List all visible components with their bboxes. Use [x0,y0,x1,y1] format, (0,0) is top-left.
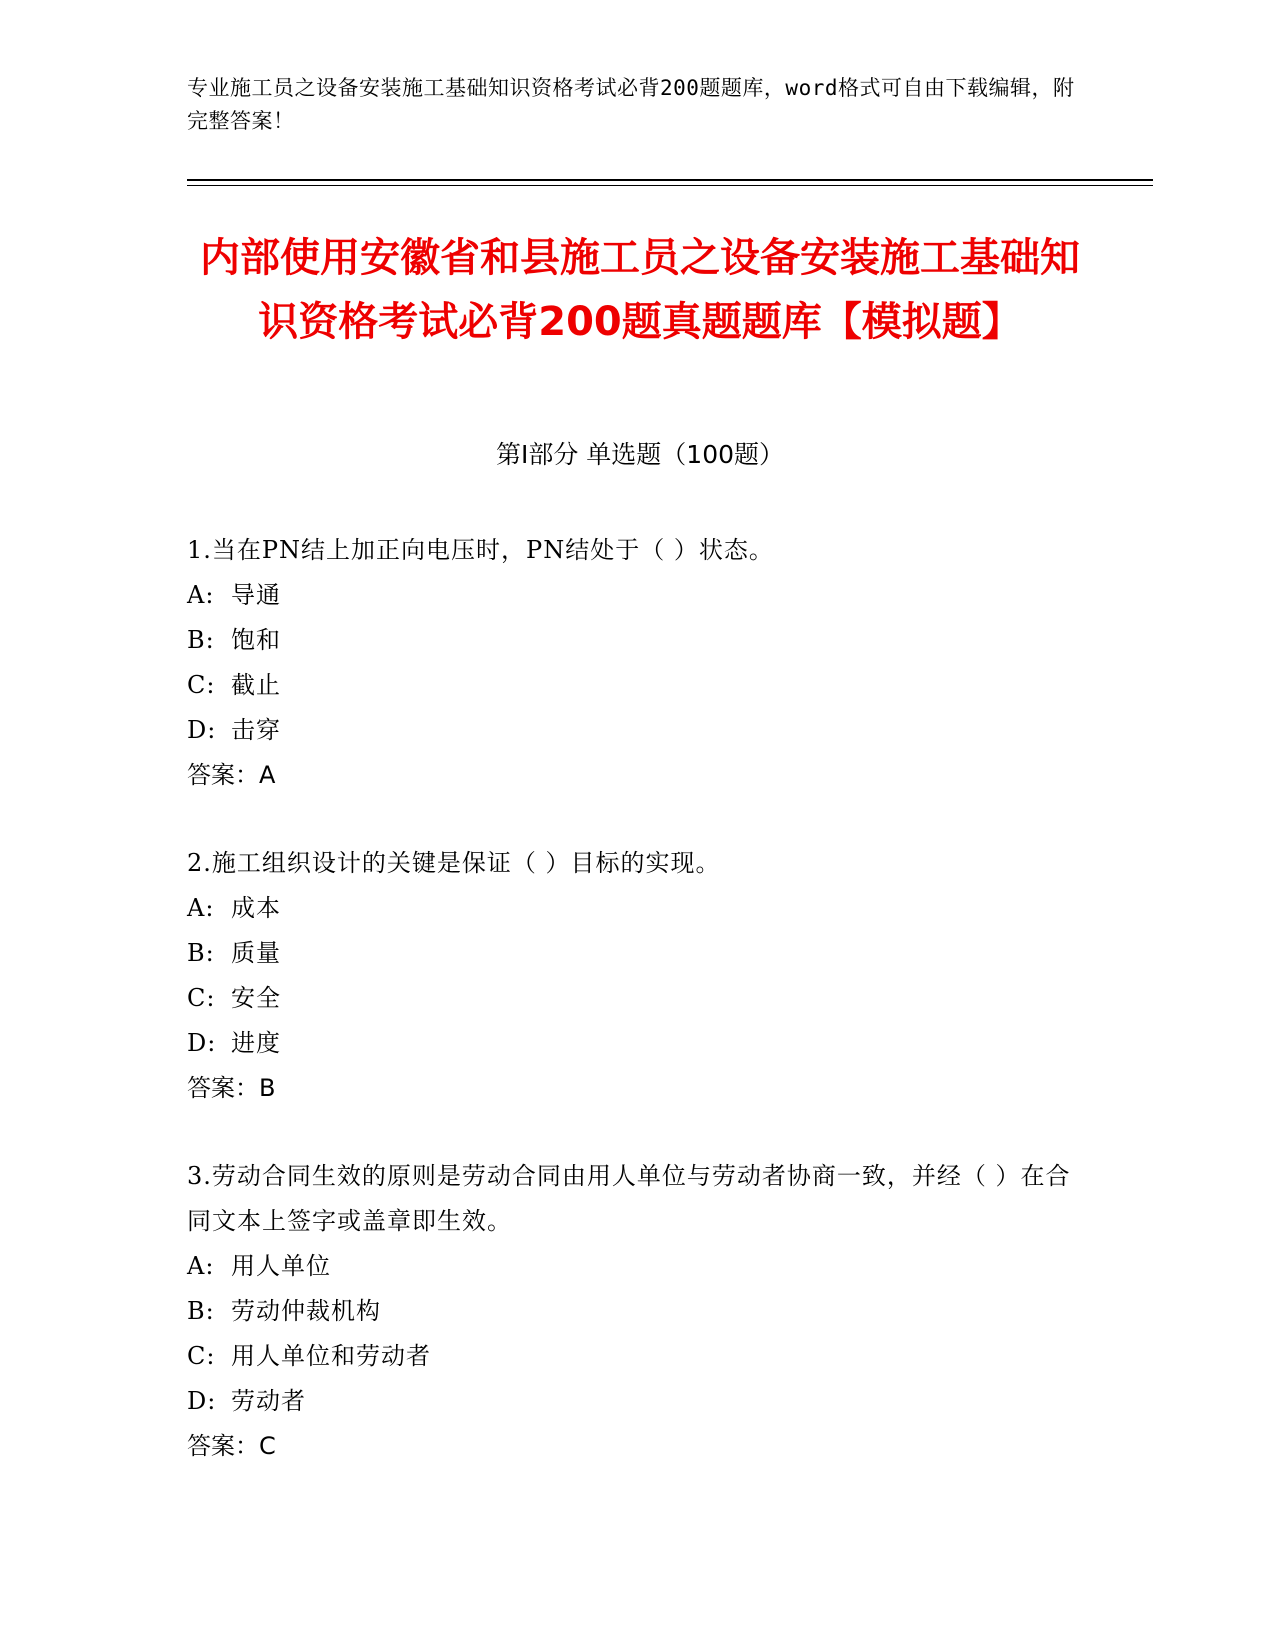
option-c [187,1334,1087,1379]
section-heading: 第I部分 单选题（100题） [495,440,785,469]
option-c [187,976,1087,1021]
answer-label: 答案： [187,761,259,789]
option-letter: C: [187,1342,216,1370]
option-text: 用人单位 [231,1252,331,1280]
option-letter: D: [187,1029,217,1057]
option-letter: D: [187,716,217,744]
header-rule-thin [187,185,1153,186]
answer-label: 答案： [187,1074,259,1102]
option-d [187,708,1087,753]
option-text: 劳动仲裁机构 [231,1297,381,1325]
option-a [187,573,1087,618]
answer-label: 答案： [187,1432,259,1460]
option-b [187,931,1087,976]
option-a [187,886,1087,931]
option-text: 用人单位和劳动者 [231,1342,431,1370]
option-b [187,1289,1087,1334]
option-letter: B: [187,939,215,967]
answer-line [187,753,1087,798]
option-text: 安全 [231,984,281,1012]
answer-value: A [259,761,276,789]
option-text: 进度 [231,1029,281,1057]
option-letter: C: [187,984,216,1012]
header-note: 专业施工员之设备安装施工基础知识资格考试必背200题题库，word格式可自由下载编辑，附完整答案！ [187,76,1075,133]
question-stem: 1.当在PN结上加正向电压时，PN结处于（ ）状态。 [187,536,774,564]
option-letter: A: [187,581,215,609]
header-rule-thick [187,179,1153,181]
question-1 [187,528,1087,798]
document-title: 内部使用安徽省和县施工员之设备安装施工基础知识资格考试必背200题真题题库【模拟题】 [200,235,1080,345]
option-d [187,1379,1087,1424]
option-text: 劳动者 [231,1387,306,1415]
answer-value: B [259,1074,276,1102]
question-stem: 3.劳动合同生效的原则是劳动合同由用人单位与劳动者协商一致，并经（ ）在合同文本上签字或盖章即生效。 [187,1162,1071,1235]
option-letter: B: [187,1297,215,1325]
option-text: 成本 [231,894,281,922]
option-text: 饱和 [231,626,281,654]
option-a [187,1244,1087,1289]
option-letter: B: [187,626,215,654]
option-letter: C: [187,671,216,699]
answer-line [187,1066,1087,1111]
option-text: 质量 [231,939,281,967]
option-letter: A: [187,1252,215,1280]
answer-value: C [259,1432,276,1460]
option-letter: D: [187,1387,217,1415]
question-stem: 2.施工组织设计的关键是保证（ ）目标的实现。 [187,849,721,877]
question-list [187,528,1087,1512]
option-b [187,618,1087,663]
option-text: 导通 [231,581,281,609]
option-c [187,663,1087,708]
option-d [187,1021,1087,1066]
option-letter: A: [187,894,215,922]
question-2 [187,841,1087,1111]
option-text: 击穿 [231,716,281,744]
option-text: 截止 [231,671,281,699]
answer-line [187,1424,1087,1469]
question-3 [187,1154,1087,1469]
